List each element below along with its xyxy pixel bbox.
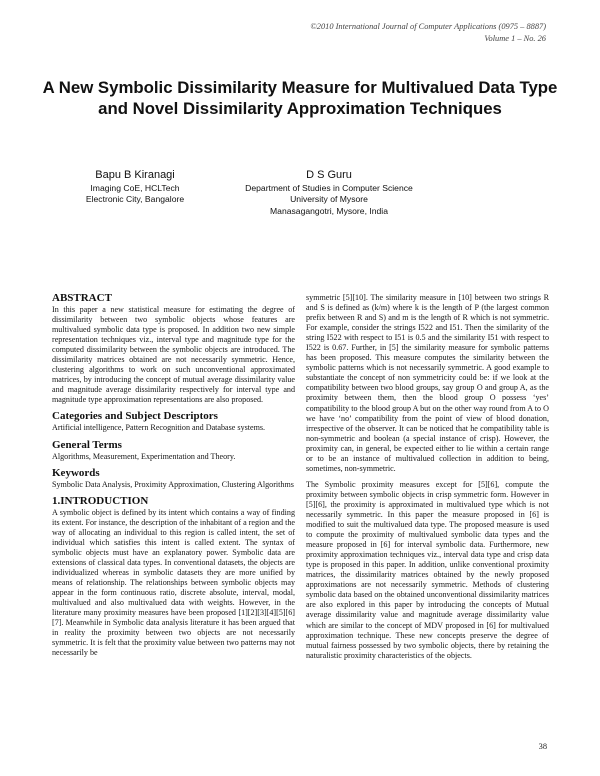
- introduction-text: A symbolic object is defined by its intent which contains a way of finding its extent. For instance, the description of the inhabitant of a region and the way of allocating an individual to this region is called intent, the set of individual which satisfies this intent is called extent. The syntax of symbolic objects must have an explanatory power. Symbolic data are extensions of classical data types. In conventional datasets, the objects are individualized whereas in symbolic datasets they are more unified by means of relationship. The relationships between symbolic objects may appear in the form continuous ratio, discrete absolute, interval, modal, multivalued and also multivalued data with weights. However, in the literature many proximity measures have been proposed [1][2][3][4][5][6][7]. Meanwhile in Symbolic data analysis literature it has been argued that in reality the proximity between two objects are not necessarily symmetric. It is felt that the proximity value between two patterns may not necessarily be: [52, 507, 295, 658]
- author-affiliation-line: Manasagangotri, Mysore, India: [270, 205, 388, 216]
- left-column: [52, 292, 295, 658]
- author-affiliation-line: Department of Studies in Computer Science: [245, 183, 413, 193]
- introduction-heading: 1.INTRODUCTION: [52, 494, 149, 507]
- journal-header: ©2010 International Journal of Computer Applications (0975 – 8887): [310, 22, 546, 31]
- author-block-1: [30, 168, 240, 206]
- keywords-text: Symbolic Data Analysis, Proximity Approximation, Clustering Algorithms: [52, 479, 294, 489]
- right-column: [306, 293, 549, 661]
- author-name: Bapu B Kiranagi: [95, 169, 175, 181]
- author-block-2: [224, 168, 434, 217]
- abstract-text: In this paper a new statistical measure for estimating the degree of dissimilarity between two symbolic objects whose features are multivalued symbolic data type is proposed. In addition two new simple representation techniques viz., interval type and magnitude type for the computed dissimilarity between the symbolic objects are introduced. The dissimilarity matrices obtained are not necessarily symmetric. Hence, clustering algorithms to work on such unconventional approximated matrices, by introducing the concept of mutual average dissimilarity value and magnitude average dissimilarity respectively for interval type and magnitude type approximation representations are also proposed.: [52, 305, 295, 405]
- page-number: 38: [538, 742, 547, 751]
- body-paragraph-1: symmetric [5][10]. The similarity measure in [10] between two strings R and S is defined as (k/m) where k is the length of P (the largest common prefix between R and S) and m is the length of R which is not symmetric. For example, consider the strings I522 and I51. Then the similarity of the string I522 with respect to I51 is 0.5 and the similarity I51 with respect to I522 is 0.67. Further, in [5] the similarity measure for symbolic patterns has been proposed. This measure computes the similarity between the symbolic patterns which is not necessarily symmetric. A good example to substantiate the concept of non symmetricity could be: if we look at the compatibility between two blood groups, say group O and group A, as the proximity between them, then the blood group O possess ‘yes’ compatibility to the blood group A but on the other way round from A to O we have ‘no’ compatibility from the point of view of blood donation, irrespective of the observer. It can be noticed that he compatibility table is non-symmetric and boolean (a special instance of crisp). However, the proximity can, in general, be expected either to lie within a certain range or to be an instance of multivalued collection in addition to being, sometimes, non-symmetric.: [306, 293, 549, 473]
- author-affiliation-line: Electronic City, Bangalore: [85, 194, 185, 205]
- volume-header: Volume 1 – No. 26: [484, 34, 546, 43]
- body-paragraph-2: The Symbolic proximity measures except for [5][6], compute the proximity between symbolic objects in crisp symmetric form. However in [5][6], the proximity is approximated in multivalued type which is not necessarily symmetric. In this paper the measure proposed in [6] is modified to suit the multivalued data type. The proposed measure is used to compute the proximity of multivalued symbolic data types and the measure proposed in [6] for interval symbolic data. Furthermore, new proximity approximation techniques viz., interval data type and crisp data type is proposed in this paper. In addition, unlike conventional proximity matrices, the dissimilarity matrices obtained by the newly proposed approximations are not necessarily symmetric. Methods of clustering symbolic data based on the obtained unconventional dissimilarity matrices are also explored in this paper by introducing the concepts of Mutual average dissimilarity value and magnitude average dissimilarity value which are similar to the concept of MDV proposed in [6] for multivalued approximation technique. These new concepts preserve the degree of mutual fairness possessed by two symbolic objects, there by retaining the naturalistic proximity characteristics of the objects.: [306, 479, 549, 660]
- general-terms-text: Algorithms, Measurement, Experimentation and Theory.: [52, 451, 236, 461]
- author-affiliation-line: University of Mysore: [290, 194, 368, 205]
- author-name: D S Guru: [306, 169, 352, 181]
- paper-title: A New Symbolic Dissimilarity Measure for Multivalued Data Type and Novel Dissimilarity Approximation Techniques: [42, 78, 558, 118]
- abstract-heading: ABSTRACT: [52, 292, 112, 304]
- author-affiliation-line: Imaging CoE, HCLTech: [90, 183, 180, 193]
- keywords-heading: Keywords: [52, 466, 100, 479]
- general-terms-heading: General Terms: [52, 438, 122, 451]
- categories-heading: Categories and Subject Descriptors: [52, 410, 218, 423]
- categories-text: Artificial intelligence, Pattern Recognition and Database systems.: [52, 423, 266, 433]
